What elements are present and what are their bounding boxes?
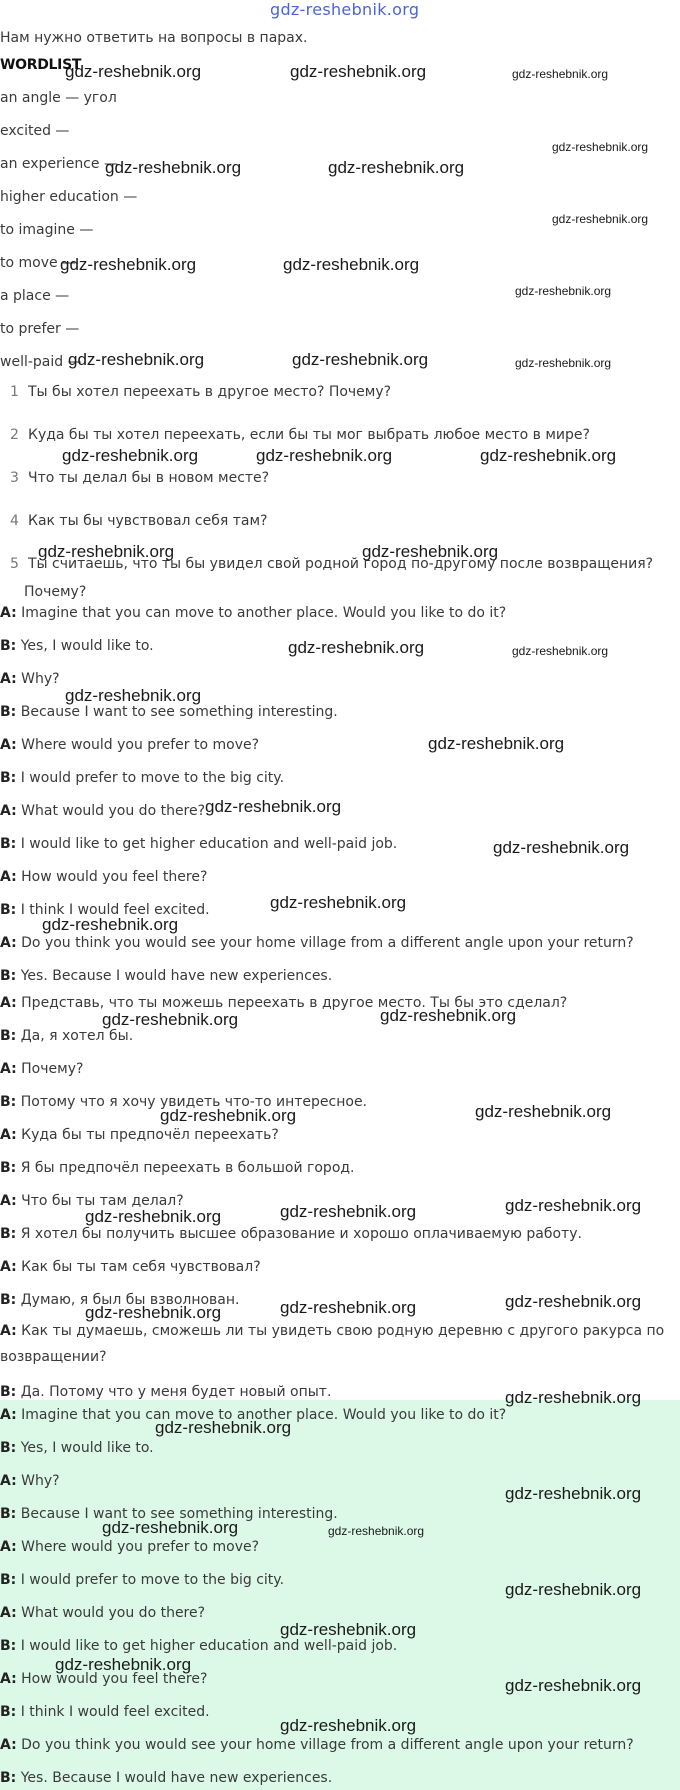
question-text: Ты бы хотел переехать в другое место? Почему? bbox=[28, 384, 392, 400]
watermark-text: gdz-reshebnik.org bbox=[60, 255, 197, 274]
dialog-line bbox=[0, 1703, 210, 1721]
dialog-text: Do you think you would see your home village from a different angle upon your return? bbox=[16, 935, 634, 951]
speaker-label: A: bbox=[0, 1323, 17, 1339]
speaker-label: A: bbox=[0, 1671, 17, 1687]
dialog-line bbox=[0, 670, 60, 688]
dialog-text: Yes. Because I would have new experiences. bbox=[16, 1770, 333, 1786]
watermark-text: gdz-reshebnik.org bbox=[105, 158, 242, 177]
dialog-line bbox=[0, 1571, 284, 1589]
dialog-text: What would you do there? bbox=[16, 803, 206, 819]
watermark-text: gdz-reshebnik.org bbox=[505, 1292, 642, 1311]
wordlist-item: an experience — bbox=[0, 156, 118, 172]
dialog-text: Что бы ты там делал? bbox=[16, 1193, 184, 1209]
dialog-text: I would like to get higher education and well-paid job. bbox=[16, 1638, 398, 1654]
watermark-text: gdz-reshebnik.org bbox=[38, 542, 175, 561]
watermark-text: gdz-reshebnik.org bbox=[42, 915, 179, 934]
question-item bbox=[0, 383, 391, 401]
speaker-label: B: bbox=[0, 836, 17, 852]
dialog-text: Да, я хотел бы. bbox=[16, 1028, 134, 1044]
watermark-text: gdz-reshebnik.org bbox=[505, 1484, 642, 1503]
watermark-text: gdz-reshebnik.org bbox=[270, 893, 407, 912]
dialog-text: Думаю, я был бы взволнован. bbox=[16, 1292, 240, 1308]
dialog-text: Why? bbox=[16, 671, 60, 687]
watermark-text: gdz-reshebnik.org bbox=[428, 734, 565, 753]
speaker-label: A: bbox=[0, 1407, 17, 1423]
speaker-label: B: bbox=[0, 1292, 17, 1308]
dialog-text: How would you feel there? bbox=[16, 869, 208, 885]
question-text: Что ты делал бы в новом месте? bbox=[28, 470, 270, 486]
dialog-text: Because I want to see something interesting. bbox=[16, 704, 338, 720]
watermark-text: gdz-reshebnik.org bbox=[290, 62, 427, 81]
speaker-label: B: bbox=[0, 1440, 17, 1456]
dialog-line bbox=[0, 604, 506, 622]
speaker-label: A: bbox=[0, 1605, 17, 1621]
speaker-label: B: bbox=[0, 770, 17, 786]
dialog-text: Imagine that you can move to another place. Would you like to do it? bbox=[16, 605, 507, 621]
speaker-label: B: bbox=[0, 1572, 17, 1588]
speaker-label: B: bbox=[0, 902, 17, 918]
question-number: 5 bbox=[10, 556, 19, 572]
dialog-text: Yes. Because I would have new experiences. bbox=[16, 968, 333, 984]
dialog-line bbox=[0, 1736, 634, 1754]
speaker-label: A: bbox=[0, 671, 17, 687]
speaker-label: B: bbox=[0, 1028, 17, 1044]
dialog-text: Why? bbox=[16, 1473, 60, 1489]
watermark-text: gdz-reshebnik.org bbox=[515, 284, 612, 298]
question-item bbox=[0, 469, 269, 487]
watermark-text: gdz-reshebnik.org bbox=[65, 62, 202, 81]
wordlist-item: to prefer — bbox=[0, 321, 80, 337]
speaker-label: A: bbox=[0, 605, 17, 621]
speaker-label: B: bbox=[0, 1160, 17, 1176]
wordlist-item: to move — bbox=[0, 255, 77, 271]
dialog-line bbox=[0, 934, 634, 952]
watermark-text: gdz-reshebnik.org bbox=[328, 158, 465, 177]
question-text: Ты считаешь, что ты бы увидел свой родной город по-другому после возвращения? bbox=[28, 556, 654, 572]
watermark-text: gdz-reshebnik.org bbox=[155, 1418, 292, 1437]
dialog-line bbox=[0, 1472, 60, 1490]
watermark-text: gdz-reshebnik.org bbox=[62, 446, 199, 465]
wordlist-item: higher education — bbox=[0, 189, 138, 205]
dialog-text: Почему? bbox=[16, 1061, 84, 1077]
speaker-label: A: bbox=[0, 737, 17, 753]
speaker-label: A: bbox=[0, 869, 17, 885]
dialog-text: Представь, что ты можешь переехать в другое место. Ты бы это сделал? bbox=[16, 995, 568, 1011]
watermark-text: gdz-reshebnik.org bbox=[283, 255, 420, 274]
speaker-label: A: bbox=[0, 935, 17, 951]
watermark-text: gdz-reshebnik.org bbox=[256, 446, 393, 465]
top-watermark: gdz-reshebnik.org bbox=[270, 0, 420, 19]
dialog-text: I would prefer to move to the big city. bbox=[16, 1572, 285, 1588]
speaker-label: B: bbox=[0, 1770, 17, 1786]
watermark-text: gdz-reshebnik.org bbox=[505, 1580, 642, 1599]
speaker-label: B: bbox=[0, 638, 17, 654]
question-item bbox=[0, 512, 267, 530]
speaker-label: A: bbox=[0, 1193, 17, 1209]
dialog-line bbox=[0, 967, 332, 985]
wordlist-item: a place — bbox=[0, 288, 70, 304]
watermark-text: gdz-reshebnik.org bbox=[280, 1202, 417, 1221]
wordlist-item: excited — bbox=[0, 123, 70, 139]
watermark-text: gdz-reshebnik.org bbox=[102, 1010, 239, 1029]
watermark-text: gdz-reshebnik.org bbox=[505, 1196, 642, 1215]
watermark-text: gdz-reshebnik.org bbox=[160, 1106, 297, 1125]
dialog-text: Куда бы ты предпочёл переехать? bbox=[16, 1127, 279, 1143]
dialog-line bbox=[0, 1126, 279, 1144]
dialog-text: Как ты думаешь, сможешь ли ты увидеть свою родную деревню с другого ракурса по возвращении? bbox=[0, 1323, 665, 1365]
watermark-text: gdz-reshebnik.org bbox=[480, 446, 617, 465]
dialog-line bbox=[0, 1258, 261, 1276]
intro-text: Нам нужно ответить на вопросы в парах. bbox=[0, 30, 308, 46]
speaker-label: A: bbox=[0, 1473, 17, 1489]
dialog-line bbox=[0, 1604, 205, 1622]
watermark-text: gdz-reshebnik.org bbox=[68, 350, 205, 369]
watermark-text: gdz-reshebnik.org bbox=[552, 140, 649, 154]
dialog-text: What would you do there? bbox=[16, 1605, 206, 1621]
question-number: 1 bbox=[10, 384, 19, 400]
speaker-label: B: bbox=[0, 704, 17, 720]
dialog-line bbox=[0, 1318, 672, 1370]
speaker-label: B: bbox=[0, 1704, 17, 1720]
dialog-text: Where would you prefer to move? bbox=[16, 1539, 260, 1555]
dialog-line bbox=[0, 769, 284, 787]
question-text: Куда бы ты хотел переехать, если бы ты мог выбрать любое место в мире? bbox=[28, 427, 590, 443]
dialog-text: I would prefer to move to the big city. bbox=[16, 770, 285, 786]
watermark-text: gdz-reshebnik.org bbox=[292, 350, 429, 369]
watermark-text: gdz-reshebnik.org bbox=[493, 838, 630, 857]
dialog-line bbox=[0, 1439, 154, 1457]
watermark-text: gdz-reshebnik.org bbox=[380, 1006, 517, 1025]
question-text: Как ты бы чувствовал себя там? bbox=[28, 513, 268, 529]
speaker-label: B: bbox=[0, 1506, 17, 1522]
dialog-text: I think I would feel excited. bbox=[16, 1704, 210, 1720]
dialog-text: Потому что я хочу увидеть что-то интересное. bbox=[16, 1094, 368, 1110]
speaker-label: A: bbox=[0, 1737, 17, 1753]
dialog-text: Я хотел бы получить высшее образование и хорошо оплачиваемую работу. bbox=[16, 1226, 582, 1242]
dialog-line bbox=[0, 736, 259, 754]
speaker-label: A: bbox=[0, 1539, 17, 1555]
dialog-line bbox=[0, 1769, 332, 1787]
watermark-text: gdz-reshebnik.org bbox=[288, 638, 425, 657]
watermark-text: gdz-reshebnik.org bbox=[515, 356, 612, 370]
question-number: 2 bbox=[10, 427, 19, 443]
speaker-label: A: bbox=[0, 1259, 17, 1275]
dialog-text: Да. Потому что у меня будет новый опыт. bbox=[16, 1384, 332, 1400]
question-item bbox=[0, 426, 590, 444]
watermark-text: gdz-reshebnik.org bbox=[205, 797, 342, 816]
dialog-text: I think I would feel excited. bbox=[16, 902, 210, 918]
question-number: 3 bbox=[10, 470, 19, 486]
speaker-label: B: bbox=[0, 968, 17, 984]
dialog-text: How would you feel there? bbox=[16, 1671, 208, 1687]
dialog-line bbox=[0, 1383, 331, 1401]
dialog-text: Я бы предпочёл переехать в большой город. bbox=[16, 1160, 355, 1176]
wordlist-item: an angle — угол bbox=[0, 90, 117, 106]
dialog-text: Imagine that you can move to another place. Would you like to do it? bbox=[16, 1407, 507, 1423]
watermark-text: gdz-reshebnik.org bbox=[512, 644, 609, 658]
dialog-line bbox=[0, 637, 154, 655]
watermark-text: gdz-reshebnik.org bbox=[552, 212, 649, 226]
speaker-label: A: bbox=[0, 1061, 17, 1077]
dialog-text: Because I want to see something interesting. bbox=[16, 1506, 338, 1522]
watermark-text: gdz-reshebnik.org bbox=[280, 1716, 417, 1735]
watermark-text: gdz-reshebnik.org bbox=[505, 1388, 642, 1407]
dialog-line bbox=[0, 1159, 355, 1177]
watermark-text: gdz-reshebnik.org bbox=[280, 1620, 417, 1639]
watermark-text: gdz-reshebnik.org bbox=[55, 1655, 192, 1674]
dialog-text: Yes, I would like to. bbox=[16, 638, 154, 654]
dialog-text: Как бы ты там себя чувствовал? bbox=[16, 1259, 261, 1275]
speaker-label: A: bbox=[0, 995, 17, 1011]
watermark-text: gdz-reshebnik.org bbox=[280, 1298, 417, 1317]
wordlist-item: well-paid — bbox=[0, 354, 82, 370]
speaker-label: B: bbox=[0, 1384, 17, 1400]
watermark-text: gdz-reshebnik.org bbox=[102, 1518, 239, 1537]
dialog-text: Where would you prefer to move? bbox=[16, 737, 260, 753]
dialog-text: Do you think you would see your home village from a different angle upon your return? bbox=[16, 1737, 634, 1753]
speaker-label: B: bbox=[0, 1226, 17, 1242]
question-number: 4 bbox=[10, 513, 19, 529]
dialog-line bbox=[0, 868, 207, 886]
watermark-text: gdz-reshebnik.org bbox=[505, 1676, 642, 1695]
dialog-line bbox=[0, 1060, 83, 1078]
wordlist-title: WORDLIST bbox=[0, 57, 82, 73]
watermark-text: gdz-reshebnik.org bbox=[85, 1303, 222, 1322]
dialog-line bbox=[0, 802, 205, 820]
watermark-text: gdz-reshebnik.org bbox=[362, 542, 499, 561]
dialog-line bbox=[0, 1225, 582, 1243]
dialog-text: I would like to get higher education and well-paid job. bbox=[16, 836, 398, 852]
watermark-text: gdz-reshebnik.org bbox=[65, 686, 202, 705]
watermark-text: gdz-reshebnik.org bbox=[328, 1524, 425, 1538]
watermark-text: gdz-reshebnik.org bbox=[85, 1207, 222, 1226]
dialog-line bbox=[0, 835, 397, 853]
dialog-line bbox=[0, 1538, 259, 1556]
dialog-text: Yes, I would like to. bbox=[16, 1440, 154, 1456]
watermark-text: gdz-reshebnik.org bbox=[512, 67, 609, 81]
watermark-text: gdz-reshebnik.org bbox=[475, 1102, 612, 1121]
wordlist-item: to imagine — bbox=[0, 222, 94, 238]
speaker-label: A: bbox=[0, 803, 17, 819]
speaker-label: B: bbox=[0, 1094, 17, 1110]
speaker-label: A: bbox=[0, 1127, 17, 1143]
question-continuation: Почему? bbox=[24, 584, 87, 600]
speaker-label: B: bbox=[0, 1638, 17, 1654]
